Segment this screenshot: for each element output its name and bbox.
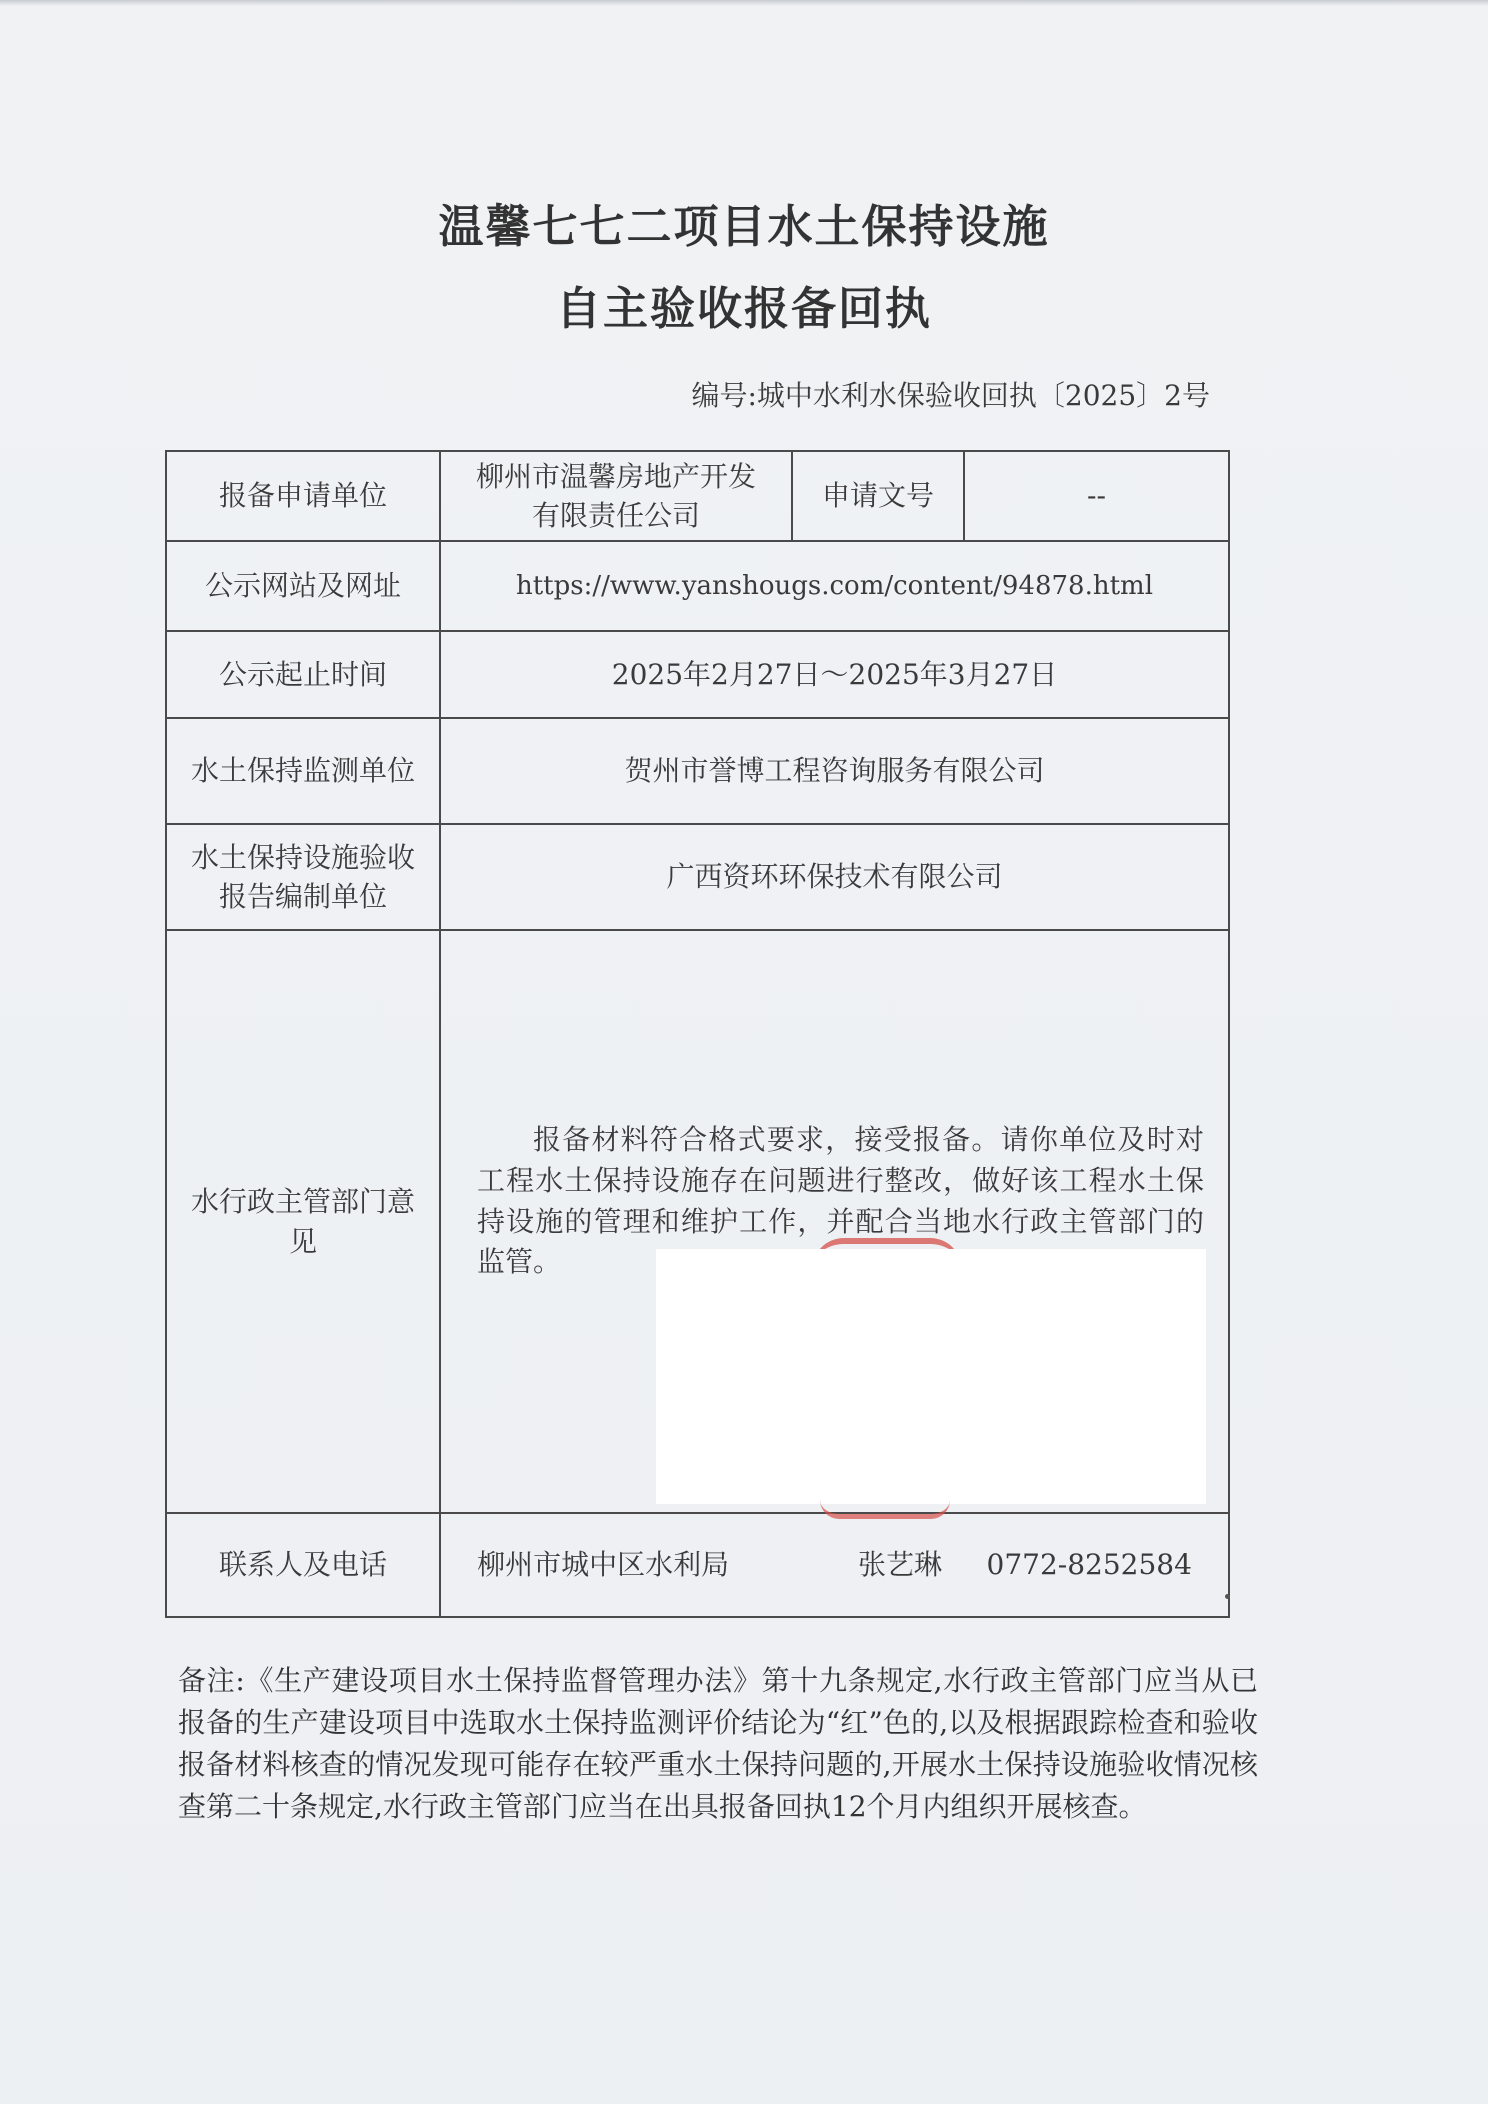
label-monitor: 水土保持监测单位 xyxy=(166,718,440,824)
value-contact xyxy=(440,1513,1229,1617)
value-applicant xyxy=(440,451,792,541)
label-opinion xyxy=(166,930,440,1513)
label-period: 公示起止时间 xyxy=(166,631,440,718)
official-seal-fragment-bottom xyxy=(820,1500,950,1519)
row-contact xyxy=(166,1513,1229,1617)
row-period xyxy=(166,631,1229,718)
footnote: 备注:《生产建设项目水土保持监督管理办法》第十九条规定,水行政主管部门应当从已报备的生产建设项目中选取水土保持监测评价结论为“红”色的,以及根据跟踪检查和验收报备材料核查的情况发现可能存在较严重水土保持问题的,开展水土保持设施验收情况核查第二十条规定,水行政主管部门应当在出具报备回执12个月内组织开展核查。 xyxy=(178,1664,1258,1823)
row-monitor xyxy=(166,718,1229,824)
contact-person: 张艺琳 xyxy=(857,1548,942,1582)
value-report: 广西资环环保技术有限公司 xyxy=(440,824,1229,930)
document-title-line2: 自主验收报备回执 xyxy=(555,282,932,335)
label-applicant: 报备申请单位 xyxy=(166,451,440,541)
label-opinion-line1: 水行政主管部门意 xyxy=(190,1185,415,1219)
label-website: 公示网站及网址 xyxy=(166,541,440,631)
value-period: 2025年2月27日～2025年3月27日 xyxy=(440,631,1229,718)
opinion-text: 报备材料符合格式要求，接受报备。请你单位及时对工程水土保持设施存在问题进行整改，做好该工程水土保持设施的管理和维护工作，并配合当地水行政主管部门的监管。 xyxy=(477,1123,1204,1279)
document-title-line1: 温馨七七二项目水土保持设施 xyxy=(438,200,1050,253)
value-applicant-line2: 有限责任公司 xyxy=(531,499,700,532)
label-report xyxy=(166,824,440,930)
label-contact: 联系人及电话 xyxy=(166,1513,440,1617)
contact-org: 柳州市城中区水利局 xyxy=(477,1548,730,1582)
scan-edge xyxy=(0,0,1488,6)
label-opinion-line2: 见 xyxy=(288,1224,317,1258)
label-doc-number: 申请文号 xyxy=(792,451,964,541)
label-report-line2: 报告编制单位 xyxy=(218,880,387,913)
document-number: 编号:城中水利水保验收回执〔2025〕2号 xyxy=(691,379,1210,412)
value-applicant-line1: 柳州市温馨房地产开发 xyxy=(475,459,756,493)
label-report-line1: 水土保持设施验收 xyxy=(190,840,415,874)
row-website xyxy=(166,541,1229,631)
value-website: https://www.yanshougs.com/content/94878.html xyxy=(440,541,1229,631)
redaction-box xyxy=(656,1249,1206,1504)
contact-phone: 0772-8252584 xyxy=(986,1548,1192,1582)
scan-speck xyxy=(1225,1594,1230,1599)
value-monitor: 贺州市誉博工程咨询服务有限公司 xyxy=(440,718,1229,824)
row-report xyxy=(166,824,1229,930)
row-applicant xyxy=(166,451,1229,541)
value-doc-number: -- xyxy=(964,451,1229,541)
